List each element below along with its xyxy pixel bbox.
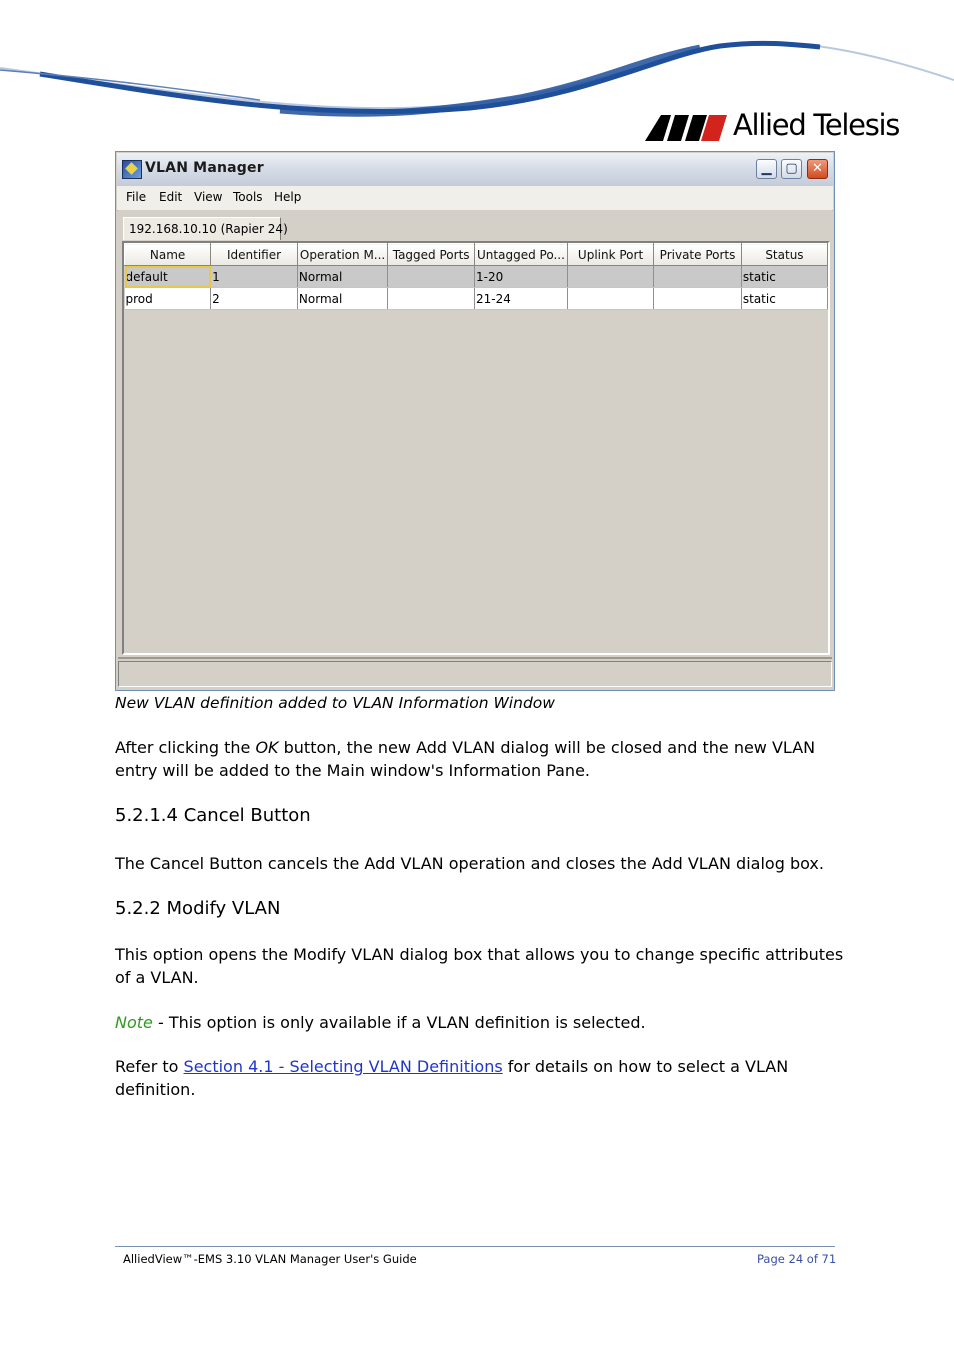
paragraph-ok-line1: [115, 736, 815, 759]
table-cell[interactable]: prod: [125, 288, 211, 310]
table-row[interactable]: [125, 266, 828, 288]
window-titlebar[interactable]: [117, 153, 833, 187]
note-text: - This option is only available if a VLAN definition is selected.: [152, 1013, 646, 1032]
table-cell[interactable]: 1: [211, 266, 298, 288]
table-cell[interactable]: default: [125, 266, 211, 288]
text: button, the new Add VLAN dialog will be closed and the new VLAN: [278, 738, 816, 757]
app-icon: [122, 160, 142, 179]
menu-help[interactable]: Help: [274, 190, 302, 204]
paragraph-ok-line2: entry will be added to the Main window's Information Pane.: [115, 761, 590, 780]
note-paragraph: [115, 1011, 646, 1034]
column-header-status[interactable]: Status: [741, 244, 827, 266]
figure-caption: New VLAN definition added to VLAN Information Window: [115, 694, 555, 712]
status-bar: [118, 661, 832, 687]
device-tabs: [118, 210, 832, 240]
menu-tools[interactable]: Tools: [233, 190, 263, 204]
table-cell[interactable]: [654, 266, 742, 288]
text: Refer to: [115, 1057, 184, 1076]
paragraph-modify-line2: of a VLAN.: [115, 968, 199, 987]
window-title: VLAN Manager: [145, 160, 264, 176]
table-header-row: [125, 244, 828, 266]
menu-view[interactable]: View: [194, 190, 223, 204]
table-cell[interactable]: Normal: [297, 266, 387, 288]
table-cell[interactable]: [654, 288, 742, 310]
maximize-icon[interactable]: ▢: [781, 159, 802, 179]
table-cell[interactable]: static: [741, 266, 827, 288]
table-cell[interactable]: [388, 288, 475, 310]
column-header-identifier[interactable]: Identifier: [211, 244, 298, 266]
column-header-uplink-port[interactable]: Uplink Port: [567, 244, 653, 266]
vlan-table-pane: [122, 241, 830, 655]
heading-modify-vlan: 5.2.2 Modify VLAN: [115, 898, 281, 919]
table-cell[interactable]: 21-24: [475, 288, 568, 310]
footer-divider: [115, 1246, 835, 1247]
ok-emphasis: OK: [255, 738, 279, 757]
refer-paragraph-line2: definition.: [115, 1080, 196, 1099]
section-link[interactable]: Section 4.1 - Selecting VLAN Definitions: [183, 1057, 503, 1076]
status-divider: [118, 657, 832, 659]
refer-paragraph-line1: [115, 1055, 788, 1078]
vlan-table: [124, 243, 828, 310]
close-icon[interactable]: ✕: [807, 159, 828, 179]
paragraph-modify-line1: This option opens the Modify VLAN dialog box that allows you to change specific attributes: [115, 945, 844, 964]
table-cell[interactable]: Normal: [297, 288, 387, 310]
menubar: [117, 186, 833, 211]
table-cell[interactable]: 2: [211, 288, 298, 310]
allied-telesis-mark-icon: [645, 115, 727, 141]
column-header-name[interactable]: Name: [125, 244, 211, 266]
column-header-operation-mode[interactable]: Operation M...: [297, 244, 387, 266]
footer-guide-title: AlliedView™-EMS 3.10 VLAN Manager User's Guide: [123, 1252, 417, 1266]
vlan-manager-window: [115, 151, 835, 691]
paragraph-cancel: The Cancel Button cancels the Add VLAN operation and closes the Add VLAN dialog box.: [115, 854, 824, 873]
column-header-tagged-ports[interactable]: Tagged Ports: [388, 244, 475, 266]
text: for details on how to select a VLAN: [502, 1057, 789, 1076]
allied-telesis-logo: [645, 110, 905, 146]
column-header-untagged-ports[interactable]: Untagged Po...: [475, 244, 568, 266]
table-cell[interactable]: static: [741, 288, 827, 310]
heading-cancel-button: 5.2.1.4 Cancel Button: [115, 805, 311, 826]
column-header-private-ports[interactable]: Private Ports: [654, 244, 742, 266]
table-row[interactable]: [125, 288, 828, 310]
minimize-icon[interactable]: ▁: [756, 159, 777, 179]
note-label: Note: [115, 1013, 153, 1032]
tab-device[interactable]: 192.168.10.10 (Rapier 24): [123, 217, 281, 240]
logo-text: Allied Telesis: [733, 108, 900, 142]
table-cell[interactable]: [567, 266, 653, 288]
table-cell[interactable]: [388, 266, 475, 288]
text: After clicking the: [115, 738, 256, 757]
page-number: Page 24 of 71: [757, 1252, 837, 1266]
menu-file[interactable]: File: [126, 190, 147, 204]
table-cell[interactable]: 1-20: [475, 266, 568, 288]
menu-edit[interactable]: Edit: [159, 190, 183, 204]
table-cell[interactable]: [567, 288, 653, 310]
